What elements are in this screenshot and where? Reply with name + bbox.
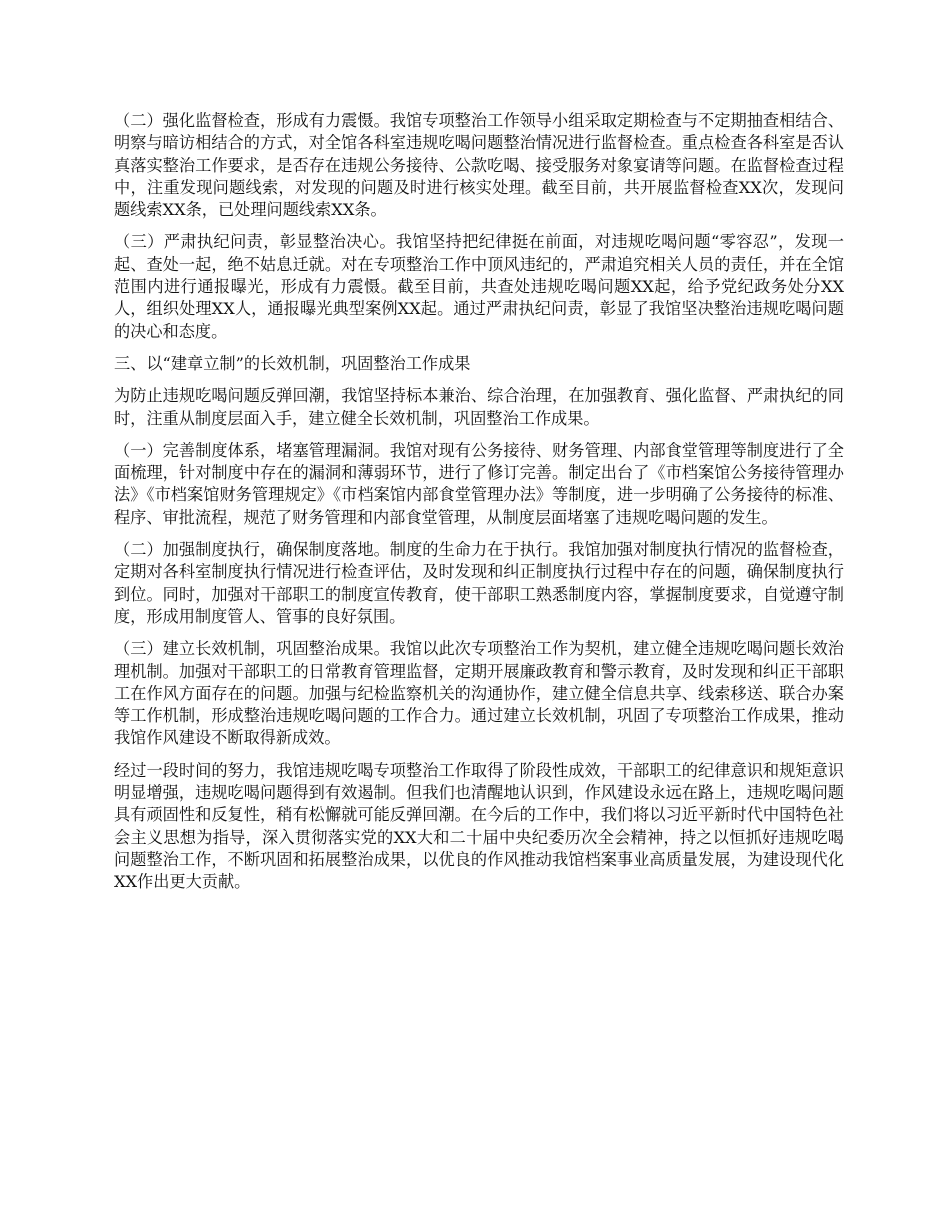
paragraph-system: （一）完善制度体系，堵塞管理漏洞。我馆对现有公务接待、财务管理、内部食堂管理等制度进行了全面梳理，针对制度中存在的漏洞和薄弱环节，进行了修订完善。制定出台了《市档案馆公务接待管理办法》《市档案馆财务管理规定》《市档案馆内部食堂管理办法》等制度，进一步明确了公务接待的标准、程序、审批流程，规范了财务管理和内部食堂管理，从制度层面堵塞了违规吃喝问题的发生。 bbox=[114, 440, 844, 527]
document-body bbox=[114, 110, 844, 904]
section-heading-three: 三、以“建章立制”的长效机制，巩固整治工作成果 bbox=[114, 353, 471, 373]
paragraph-supervision: （二）强化监督检查，形成有力震慑。我馆专项整治工作领导小组采取定期检查与不定期抽查相结合、明察与暗访相结合的方式，对全馆各科室违规吃喝问题整治情况进行监督检查。重点检查各科室是否认真落实整治工作要求，是否存在违规公务接待、公款吃喝、接受服务对象宴请等问题。在监督检查过程中，注重发现问题线索，对发现的问题及时进行核实处理。截至目前，共开展监督检查XX次，发现问题线索XX条，已处理问题线索XX条。 bbox=[114, 111, 844, 220]
paragraph-enforcement: （二）加强制度执行，确保制度落地。制度的生命力在于执行。我馆加强对制度执行情况的监督检查，定期对各科室制度执行情况进行检查评估，及时发现和纠正制度执行过程中存在的问题，确保制度执行到位。同时，加强对干部职工的制度宣传教育，使干部职工熟悉制度内容，掌握制度要求，自觉遵守制度，形成用制度管人、管事的良好氛围。 bbox=[114, 540, 844, 626]
paragraph-discipline: （三）严肃执纪问责，彰显整治决心。我馆坚持把纪律挺在前面，对违规吃喝问题“零容忍”，发现一起、查处一起，绝不姑息迁就。对在专项整治工作中顶风违纪的，严肃追究相关人员的责任，并在全馆范围内进行通报曝光，形成有力震慑。截至目前，共查处违规吃喝问题XX起，给予党纪政务处分XX人，组织处理XX人，通报曝光典型案例XX起。通过严肃执纪问责，彰显了我馆坚决整治违规吃喝问题的决心和态度。 bbox=[114, 232, 844, 341]
paragraph-section-intro: 为防止违规吃喝问题反弹回潮，我馆坚持标本兼治、综合治理，在加强教育、强化监督、严肃执纪的同时，注重从制度层面入手，建立健全长效机制，巩固整治工作成果。 bbox=[114, 386, 844, 428]
paragraph-mechanism: （三）建立长效机制，巩固整治成果。我馆以此次专项整治工作为契机，建立健全违规吃喝问题长效治理机制。加强对干部职工的日常教育管理监督，定期开展廉政教育和警示教育，及时发现和纠正干部职工在作风方面存在的问题。加强与纪检监察机关的沟通协作，建立健全信息共享、线索移送、联合办案等工作机制，形成整治违规吃喝问题的工作合力。通过建立长效机制，巩固了专项整治工作成果，推动我馆作风建设不断取得新成效。 bbox=[114, 639, 844, 748]
paragraph-conclusion: 经过一段时间的努力，我馆违规吃喝专项整治工作取得了阶段性成效，干部职工的纪律意识和规矩意识明显增强，违规吃喝问题得到有效遏制。但我们也清醒地认识到，作风建设永远在路上，违规吃喝问题具有顽固性和反复性，稍有松懈就可能反弹回潮。在今后的工作中，我们将以习近平新时代中国特色社会主义思想为指导，深入贯彻落实党的XX大和二十届中央纪委历次全会精神，持之以恒抓好违规吃喝问题整治工作，不断巩固和拓展整治成果，以优良的作风推动我馆档案事业高质量发展，为建设现代化XX作出更大贡献。 bbox=[114, 760, 844, 892]
